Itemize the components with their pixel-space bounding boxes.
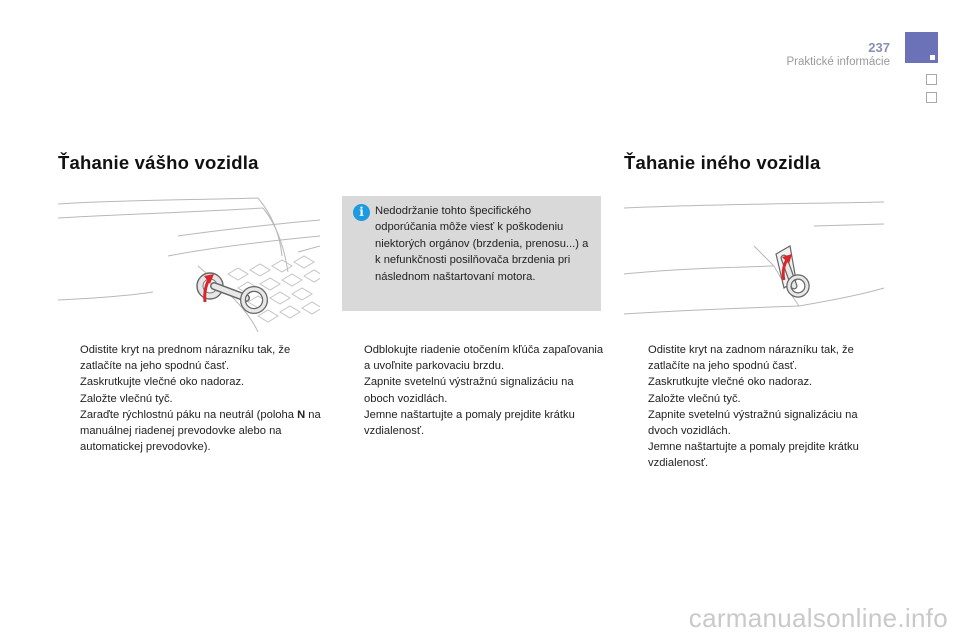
chapter-tab-empty-1[interactable]	[926, 74, 937, 85]
tab-marker	[930, 55, 935, 60]
left-title: Ťahanie vášho vozidla	[58, 152, 259, 173]
list-item: Odistite kryt na prednom nárazníku tak, že zatlačíte na jeho spodnú časť.	[80, 344, 291, 373]
list-item: Zaskrutkujte vlečné oko nadoraz.	[80, 376, 245, 389]
right-steps-list	[626, 342, 888, 472]
list-item: Odblokujte riadenie otočením kľúča zapaľovania a uvoľnite parkovaciu brzdu.	[364, 344, 604, 373]
list-item: Založte vlečnú tyč.	[80, 392, 173, 405]
warning-text: Nedodržanie tohto špecifického odporúčania môže viesť k poškodeniu niektorých orgánov (brzdenia, prenosu...) a k nefunkčnosti posilňovača brzdenia pri následnom naštartovaní motora.	[375, 205, 589, 283]
rear-bumper-illustration	[624, 196, 884, 332]
front-bumper-illustration	[58, 196, 320, 332]
list-item: Zaraďte rýchlostnú páku na neutrál (poloha N na manuálnej riadenej prevodovke alebo na automatickej prevodovke).	[80, 408, 321, 454]
list-item: Zapnite svetelnú výstražnú signalizáciu na oboch vozidlách.	[364, 376, 574, 405]
section-label: Praktické informácie	[786, 56, 890, 68]
page-number: 237	[868, 40, 890, 55]
gear-position-label: N	[297, 408, 306, 421]
list-item: Založte vlečnú tyč.	[648, 392, 741, 405]
chapter-tab[interactable]	[905, 32, 938, 63]
warning-box	[342, 196, 601, 311]
chapter-tab-empty-2[interactable]	[926, 92, 937, 103]
left-steps-list	[58, 342, 324, 455]
list-item: Zapnite svetelnú výstražnú signalizáciu na dvoch vozidlách.	[648, 408, 858, 438]
watermark-text: carmanualsonline.info	[688, 603, 948, 633]
list-item: Odistite kryt na zadnom nárazníku tak, že zatlačíte na jeho spodnú časť.	[648, 344, 854, 373]
middle-steps-list	[342, 342, 604, 439]
list-item: Jemne naštartujte a pomaly prejdite krátku vzdialenosť.	[648, 441, 859, 470]
info-icon: i	[353, 204, 370, 221]
right-title: Ťahanie iného vozidla	[624, 152, 821, 173]
list-item: Zaskrutkujte vlečné oko nadoraz.	[648, 376, 813, 389]
list-item: Jemne naštartujte a pomaly prejdite krátku vzdialenosť.	[364, 408, 575, 438]
